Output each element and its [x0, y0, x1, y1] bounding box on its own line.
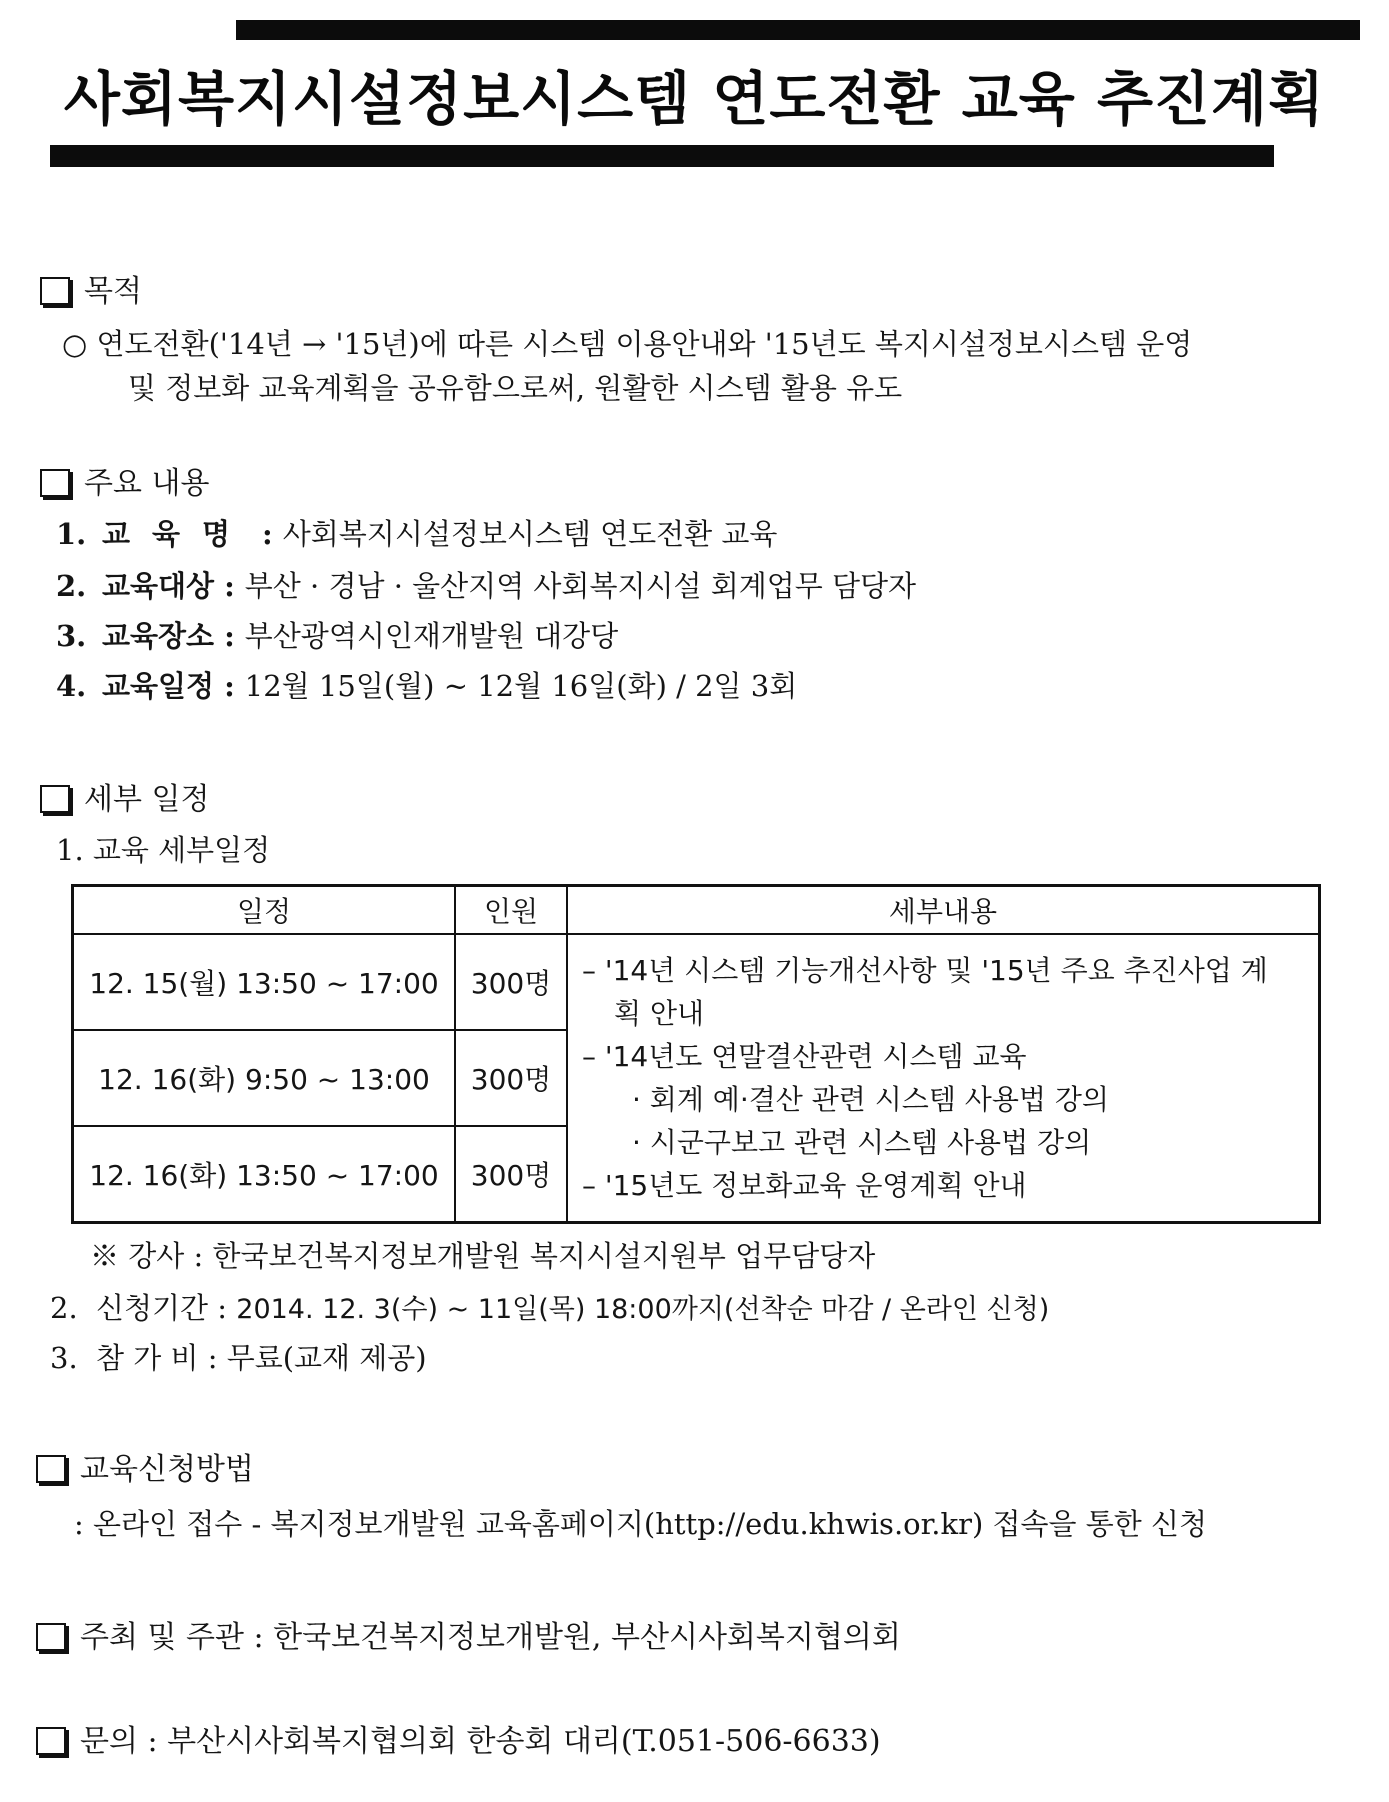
section-main — [40, 458, 209, 502]
item-label: 참 가 비 : — [96, 1341, 218, 1375]
schedule-item-3 — [50, 1336, 427, 1377]
schedule-date: 12. 16(화) 13:50 ~ 17:00 — [73, 1126, 456, 1223]
item-number: 4. — [56, 669, 87, 703]
details-line: · 회계 예·결산 관련 시스템 사용법 강의 — [632, 1083, 1109, 1116]
checkbox-square-icon — [40, 785, 70, 813]
schedule-item-2 — [50, 1286, 1049, 1327]
item-number: 1. — [56, 517, 87, 551]
page-title: 사회복지시설정보시스템 연도전환 교육 추진계획 — [63, 65, 1326, 133]
title-rule-bottom — [50, 145, 1274, 167]
main-item-1: 1. 교육명 : 사회복지시설정보시스템 연도전환 교육 — [56, 517, 778, 551]
schedule-table — [71, 884, 1321, 1224]
section-host — [36, 1612, 901, 1656]
section-schedule — [40, 774, 209, 818]
title-rule-top — [236, 20, 1360, 40]
item-label: 교육장소 — [102, 619, 215, 653]
item-value: 사회복지시설정보시스템 연도전환 교육 — [282, 517, 778, 551]
section-schedule-heading: 세부 일정 — [84, 782, 210, 817]
section-apply-heading: 교육신청방법 — [80, 1452, 254, 1487]
main-item-3: 3. 교육장소 : 부산광역시인재개발원 대강당 — [56, 619, 619, 653]
details-line: – '15년도 정보화교육 운영계획 안내 — [582, 1169, 1027, 1202]
item-number: 3. — [50, 1341, 78, 1375]
item-number: 3. — [56, 619, 87, 653]
apply-line: : 온라인 접수 - 복지정보개발원 교육홈페이지(http://edu.khwis.or.kr) 접속을 통한 신청 — [74, 1507, 1208, 1541]
checkbox-square-icon — [36, 1455, 66, 1483]
schedule-details — [567, 934, 1320, 1223]
section-purpose-heading: 목적 — [84, 274, 142, 309]
schedule-date: 12. 15(월) 13:50 ~ 17:00 — [73, 934, 456, 1030]
details-line: – '14년 시스템 기능개선사항 및 '15년 주요 추진사업 계 — [582, 954, 1268, 987]
details-line: · 시군구보고 관련 시스템 사용법 강의 — [632, 1126, 1092, 1159]
item-value: 무료(교재 제공) — [226, 1341, 427, 1375]
schedule-subheading: 1. 교육 세부일정 — [56, 833, 271, 867]
item-label: 교육일정 — [102, 669, 215, 703]
schedule-count: 300명 — [455, 1030, 567, 1126]
schedule-count: 300명 — [455, 934, 567, 1030]
checkbox-square-icon — [40, 469, 70, 497]
section-contact — [36, 1716, 881, 1760]
checkbox-square-icon — [36, 1623, 66, 1651]
column-header-date: 일정 — [73, 886, 456, 935]
table-header-row — [73, 886, 1320, 935]
main-item-2: 2. 교육대상 : 부산 · 경남 · 울산지역 사회복지시설 회계업무 담당자 — [56, 569, 917, 603]
item-value: 2014. 12. 3(수) ~ 11일(목) 18:00까지(선착순 마감 / 온라인 신청) — [236, 1294, 1050, 1325]
section-purpose — [40, 266, 142, 310]
main-item-4: 4. 교육일정 : 12월 15일(월) ~ 12월 16일(화) / 2일 3회 — [56, 669, 798, 703]
column-header-count: 인원 — [455, 886, 567, 935]
checkbox-square-icon — [40, 277, 70, 305]
item-value: 부산광역시인재개발원 대강당 — [244, 619, 619, 653]
section-apply — [36, 1444, 254, 1488]
item-label: 신청기간 : — [96, 1291, 228, 1325]
section-contact-heading: 문의 : 부산시사회복지협의회 한송회 대리(T.051-506-6633) — [80, 1724, 881, 1759]
table-row — [73, 934, 1320, 1030]
item-value: 12월 15일(월) ~ 12월 16일(화) / 2일 3회 — [244, 669, 798, 703]
schedule-count: 300명 — [455, 1126, 567, 1223]
details-line: – '14년도 연말결산관련 시스템 교육 — [582, 1040, 1027, 1073]
schedule-date: 12. 16(화) 9:50 ~ 13:00 — [73, 1030, 456, 1126]
column-header-details: 세부내용 — [567, 886, 1320, 935]
item-label: 교육명 — [102, 517, 253, 551]
item-number: 2. — [56, 569, 87, 603]
purpose-line-2: 및 정보화 교육계획을 공유함으로써, 원활한 시스템 활용 유도 — [128, 371, 903, 405]
section-host-heading: 주최 및 주관 : 한국보건복지정보개발원, 부산시사회복지협의회 — [80, 1620, 901, 1655]
details-line: 획 안내 — [614, 997, 705, 1030]
item-number: 2. — [50, 1291, 78, 1325]
instructor-note: ※ 강사 : 한국보건복지정보개발원 복지시설지원부 업무담당자 — [90, 1239, 876, 1273]
checkbox-square-icon — [36, 1727, 66, 1755]
item-label: 교육대상 — [102, 569, 215, 603]
section-main-heading: 주요 내용 — [84, 466, 210, 501]
item-value: 부산 · 경남 · 울산지역 사회복지시설 회계업무 담당자 — [244, 569, 917, 603]
purpose-line-1: ○ 연도전환('14년 → '15년)에 따른 시스템 이용안내와 '15년도 복지시설정보시스템 운영 — [62, 327, 1193, 361]
